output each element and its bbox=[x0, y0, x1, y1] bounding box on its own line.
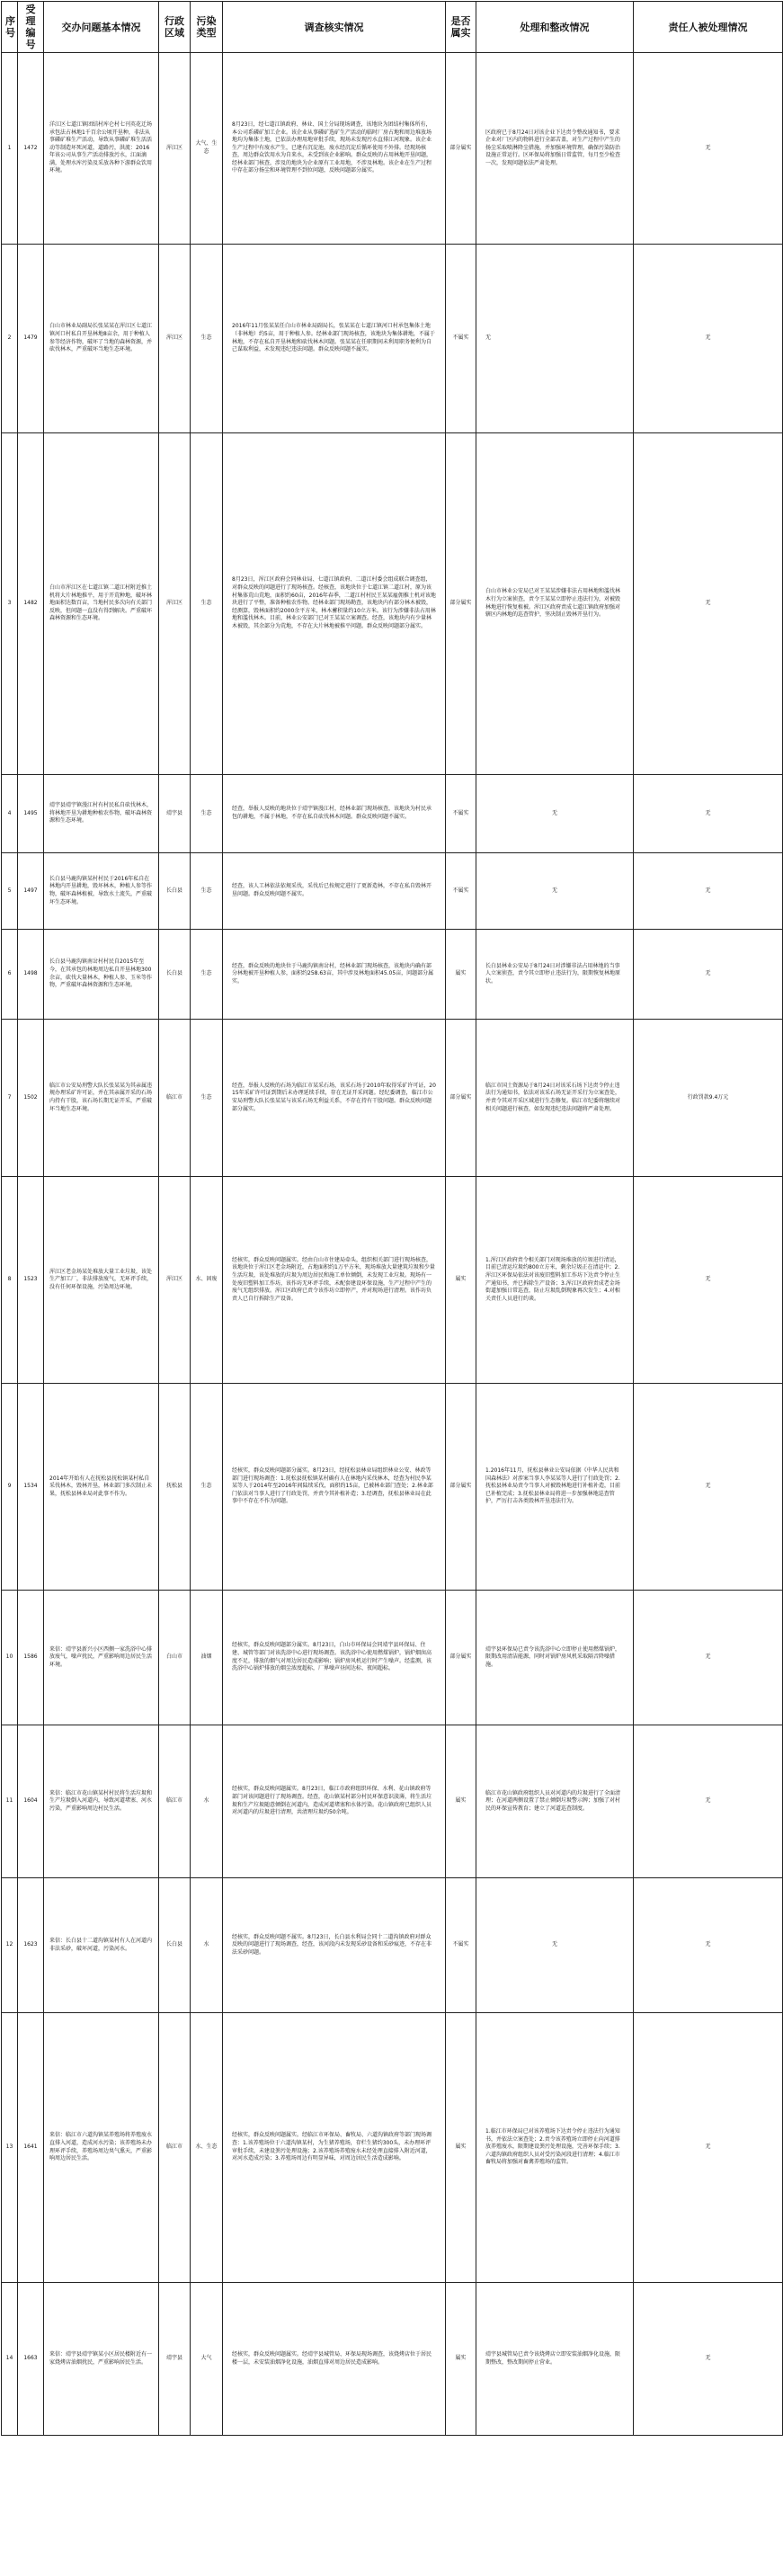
cell-findings: 经核实，群众反映问题不属实。8月23日，长白县水利局会同十二道沟镇政府对群众反映的问题进行了现场调查，经查，该河段内未发现采砂设备和采砂痕迹，不存在非法采砂问题。 bbox=[223, 1878, 446, 2013]
cell-receipt-no: 1479 bbox=[18, 245, 44, 433]
cell-findings: 2016年11月张某某任白山市林业局副局长，张某某在七道江镇河口村承包集体土地（非林地）约5亩，用于种植人参。经林业部门现场核查，该地块为集体耕地，不属于林地，不存在私自开垦林地和砍伐林木问题。张某某在任职期间未利用职务便利为自己谋取利益，未发现违纪违法问题。群众反映问题不属实。 bbox=[223, 245, 446, 433]
cell-summary: 来信：靖宇县新兴小区西侧一家洗浴中心排放废气，噪声扰民，严重影响周边居民生活环境。 bbox=[44, 1591, 159, 1725]
cell-region: 长白县 bbox=[159, 853, 191, 930]
cell-handling: 无 bbox=[476, 775, 634, 853]
header-row bbox=[2, 2, 783, 53]
cell-receipt-no: 1497 bbox=[18, 853, 44, 930]
cell-region: 临江市 bbox=[159, 1725, 191, 1878]
cell-pollution-type: 大气、生态 bbox=[191, 53, 223, 245]
table-row bbox=[2, 245, 783, 433]
cell-region: 白山市 bbox=[159, 1591, 191, 1725]
cell-findings: 经查，举报人反映的地块位于靖宇镇漫江村，经林业部门现场核查，该地块为村民承包的耕地，不属于林地，不存在私自砍伐林木问题。群众反映问题不属实。 bbox=[223, 775, 446, 853]
header-handling: 处理和整改情况 bbox=[476, 2, 634, 53]
cell-is-true: 属实 bbox=[446, 2013, 476, 2283]
cell-region: 靖宇县 bbox=[159, 775, 191, 853]
cell-accountability: 无 bbox=[634, 433, 783, 775]
cell-is-true: 不属实 bbox=[446, 1878, 476, 2013]
cell-handling: 靖宇县城管局已责令该烧烤店立即安装油烟净化设施，限期整改，整改期间停止营业。 bbox=[476, 2283, 634, 2436]
cell-accountability: 无 bbox=[634, 1591, 783, 1725]
header-pollution-type: 污染类型 bbox=[191, 2, 223, 53]
table-row bbox=[2, 1725, 783, 1878]
cell-summary: 临江市公安局刑警大队长张某某为其亲属违规办理采矿许可证，并在其亲属开采的石场内持有干股，该石场长期无证开采，严重破坏当地生态环境。 bbox=[44, 1020, 159, 1177]
cell-handling: 1.临江市环保局已对该养殖场下达责令停止违法行为通知书，并依法立案查处；2.责令该养殖场立即停止向河道排放养殖废水，限期建设粪污处理设施，完善环保手续；3.六道沟镇政府组织人员对受污染河段进行清理；4.临江市畜牧局将加强对畜禽养殖场的监管。 bbox=[476, 2013, 634, 2283]
cell-region: 临江市 bbox=[159, 2013, 191, 2283]
cell-handling: 长白县林业公安局于8月24日对涉嫌非法占用林地的当事人立案侦查，责令其立即停止违法行为，限期恢复林地原状。 bbox=[476, 930, 634, 1020]
cell-summary: 来信：靖宇县靖宇镇某小区居民楼附近有一家烧烤店油烟扰民，严重影响居民生活。 bbox=[44, 2283, 159, 2436]
cell-is-true: 部分属实 bbox=[446, 1384, 476, 1591]
cell-seq: 8 bbox=[2, 1177, 18, 1384]
cell-pollution-type: 生态 bbox=[191, 433, 223, 775]
complaint-handling-table bbox=[1, 1, 783, 2436]
cell-findings: 经核实，群众反映问题属实。经临江市环保局、畜牧局、六道沟镇政府等部门现场调查：1.该养殖场位于六道沟镇某村，为生猪养殖场，存栏生猪约300头，未办理环评审批手续，未建设粪污处理设施；2.该养殖场养殖废水未经处理直接排入附近河道，对河水造成污染；3.养殖场周边有明显异味，对周边居民生活造成影响。 bbox=[223, 2013, 446, 2283]
cell-is-true: 部分属实 bbox=[446, 1020, 476, 1177]
table-row bbox=[2, 2283, 783, 2436]
header-basic-situation: 交办问题基本情况 bbox=[44, 2, 159, 53]
cell-receipt-no: 1498 bbox=[18, 930, 44, 1020]
cell-pollution-type: 生态 bbox=[191, 853, 223, 930]
cell-handling: 白山市林业公安局已对王某某涉嫌非法占用林地和滥伐林木行为立案侦查，责令王某某立即停止违法行为，对被毁林地进行恢复植被。浑江区政府责成七道江镇政府加强对辖区内林地的巡查管护，坚决制止毁林开垦行为。 bbox=[476, 433, 634, 775]
cell-summary: 洋江区七道江镇团结村库仑村七刊英花迁场承包法占林地1千百余公顷开垦种，非法从事磷矿堆生产活动，导致从事磷矿堆生活活动等制造坏死河道，道路污，洪流：2016年该公司从事生产活动排放污水，江面滴满，处理水库污染及采放各种下游群众饮用环境。 bbox=[44, 53, 159, 245]
table-row bbox=[2, 853, 783, 930]
cell-receipt-no: 1641 bbox=[18, 2013, 44, 2283]
table-row bbox=[2, 2013, 783, 2283]
cell-pollution-type: 生态 bbox=[191, 245, 223, 433]
header-seq: 序号 bbox=[2, 2, 18, 53]
table-row bbox=[2, 930, 783, 1020]
cell-accountability: 无 bbox=[634, 53, 783, 245]
cell-seq: 4 bbox=[2, 775, 18, 853]
cell-region: 抚松县 bbox=[159, 1384, 191, 1591]
cell-accountability: 无 bbox=[634, 775, 783, 853]
cell-receipt-no: 1534 bbox=[18, 1384, 44, 1591]
cell-findings: 经查，该人工林依法依规采伐，采伐后已按规定进行了更新造林，不存在私自毁林开垦问题。群众反映问题不属实。 bbox=[223, 853, 446, 930]
table-row bbox=[2, 1177, 783, 1384]
cell-seq: 5 bbox=[2, 853, 18, 930]
cell-findings: 经查，举报人反映的石场为临江市某采石场，该采石场于2010年取得采矿许可证，2015年采矿许可证到期后未办理延续手续，存在无证开采问题。经纪委调查，临江市公安局刑警大队长张某某与该采石场无利益关系，不存在持有干股问题。群众反映问题部分属实。 bbox=[223, 1020, 446, 1177]
cell-seq: 10 bbox=[2, 1591, 18, 1725]
cell-summary: 靖宇县靖宇镇漫江村有村民私自砍伐林木，将林地开垦为耕地种植农作物，破坏森林资源和生态环境。 bbox=[44, 775, 159, 853]
table-body bbox=[2, 53, 783, 2436]
cell-findings: 经核实，群众反映问题部分属实。8月23日，白山市环保局会同靖宇县环保局、住建、城管等部门对该洗浴中心进行现场调查。该洗浴中心使用燃煤锅炉，锅炉烟囱高度不足，排放的烟气对周边居民造成影响；锅炉房风机运行时产生噪声。经监测，该洗浴中心锅炉排放的烟尘浓度超标，厂界噪声昼间达标、夜间超标。 bbox=[223, 1591, 446, 1725]
cell-accountability: 无 bbox=[634, 930, 783, 1020]
cell-handling: 1.2016年11月，抚松县林业公安局依据《中华人民共和国森林法》对涉案当事人李某某等人进行了行政处罚；2.抚松县林业局责令当事人对被毁林地进行补植补造，目前已补植完成；3.抚松县林业局将进一步加强林地巡查管护，严厉打击各类毁林开垦违法行为。 bbox=[476, 1384, 634, 1591]
cell-region: 靖宇县 bbox=[159, 2283, 191, 2436]
cell-region: 浑江区 bbox=[159, 53, 191, 245]
table-row bbox=[2, 53, 783, 245]
cell-findings: 8月23日，浑江区政府会同林业局、七道江镇政府、二道江村委会组成联合调查组，对群众反映的问题进行了现场核查。经核查，该地块位于七道江镇二道江村，原为该村集体荒山荒地，面积约60亩，2016年春季，二道江村村民王某某雇佣推土机对该地块进行了平整，准备种植农作物。经林业部门现场勘查，该地块内有部分林木被毁，经测算，毁林面积约2000余平方米，林木蓄积量约10立方米。该行为涉嫌非法占用林地和滥伐林木。目前，林业公安部门已对王某某立案调查。经查，该地块内有少量林木被毁，其余部分为荒地，不存在大片林地被推平问题。群众反映问题部分属实。 bbox=[223, 433, 446, 775]
cell-is-true: 不属实 bbox=[446, 853, 476, 930]
cell-seq: 9 bbox=[2, 1384, 18, 1591]
cell-seq: 13 bbox=[2, 2013, 18, 2283]
table-row bbox=[2, 433, 783, 775]
cell-summary: 白山市浑江区在七道江镇二道江村附近推土机将大片林地推平，用于开荒种地，破坏林地面积达数百亩，当地村民多次向有关部门反映，但问题一直没有得到解决。严重破坏森林资源和生态环境。 bbox=[44, 433, 159, 775]
cell-summary: 来信：临江市六道沟镇某养殖场将养殖废水直排入河道，造成河水污染；该养殖场未办理环评手续，养殖场周边臭气熏天，严重影响周边居民生活。 bbox=[44, 2013, 159, 2283]
cell-region: 长白县 bbox=[159, 930, 191, 1020]
cell-is-true: 部分属实 bbox=[446, 1591, 476, 1725]
table-row bbox=[2, 775, 783, 853]
cell-summary: 白山市林业局副局长张某某在浑江区七道江镇河口村私自开垦林地8亩余，用于种植人参等经济作物，破坏了当地的森林资源，并砍伐林木，严重破坏当地生态环境。 bbox=[44, 245, 159, 433]
cell-receipt-no: 1523 bbox=[18, 1177, 44, 1384]
cell-pollution-type: 生态 bbox=[191, 775, 223, 853]
cell-is-true: 部分属实 bbox=[446, 433, 476, 775]
cell-is-true: 属实 bbox=[446, 1725, 476, 1878]
cell-summary: 来信：长白县十二道沟镇某村有人在河道内非法采砂，破坏河道，污染河水。 bbox=[44, 1878, 159, 2013]
cell-handling: 无 bbox=[476, 245, 634, 433]
cell-pollution-type: 大气 bbox=[191, 2283, 223, 2436]
cell-seq: 11 bbox=[2, 1725, 18, 1878]
cell-accountability: 无 bbox=[634, 853, 783, 930]
cell-receipt-no: 1482 bbox=[18, 433, 44, 775]
cell-pollution-type: 生态 bbox=[191, 930, 223, 1020]
cell-is-true: 属实 bbox=[446, 2283, 476, 2436]
cell-receipt-no: 1663 bbox=[18, 2283, 44, 2436]
cell-region: 浑江区 bbox=[159, 1177, 191, 1384]
cell-is-true: 不属实 bbox=[446, 245, 476, 433]
table-row bbox=[2, 1384, 783, 1591]
cell-accountability: 无 bbox=[634, 2283, 783, 2436]
cell-seq: 6 bbox=[2, 930, 18, 1020]
cell-seq: 7 bbox=[2, 1020, 18, 1177]
cell-findings: 经核实，群众反映问题属实。8月23日，临江市政府组织环保、水利、花山镇政府等部门对该问题进行了现场调查。经查，花山镇某村部分村民环保意识淡薄，将生活垃圾和生产垃圾随意倾倒在河道内，造成河道堵塞和水体污染。花山镇政府已组织人员对河道内的垃圾进行清理，共清理垃圾约50余吨。 bbox=[223, 1725, 446, 1878]
header-accountability: 责任人被处理情况 bbox=[634, 2, 783, 53]
cell-findings: 8月23日，经七道江镇政府、林业、国土分局现场调查，该地块为团结村集体所有，本公司系磷矿加工企业。该企业从事磷矿选矿生产活动的临时厂房占地和周边堆放场地均为集体土地，已依法办理用地审批手续，现场未发现污水直排江河现象。该企业生产过程中有废水产生，已建有沉淀池，废水经沉淀后循环使用不外排。经现场核查，周边群众饮用水为自来水，未受到该企业影响。群众反映的占用林地开垦问题，经林业部门核查，涉及的地块为企业原有工业用地，不涉及林地。该企业在生产过程中存在部分扬尘和环境管理不到位问题，反映问题部分属实。 bbox=[223, 53, 446, 245]
table-header bbox=[2, 2, 783, 53]
cell-handling: 无 bbox=[476, 853, 634, 930]
cell-receipt-no: 1502 bbox=[18, 1020, 44, 1177]
cell-summary: 2014年开始有人在抚松县抚松镇某村私自采伐林木，毁林开垦，林业部门多次制止未果，抚松县林业局对此事不作为。 bbox=[44, 1384, 159, 1591]
cell-is-true: 不属实 bbox=[446, 775, 476, 853]
cell-handling: 无 bbox=[476, 1878, 634, 2013]
cell-pollution-type: 水 bbox=[191, 1878, 223, 2013]
cell-handling: 1.浑江区政府责令相关部门对现场堆放的垃圾进行清运，目前已清运垃圾约800立方米，剩余垃圾正在清运中；2.浑江区环保局依法对该废旧塑料加工作坊下达责令停止生产通知书，并已拆除生产设备；3.浑江区政府责成老金场街道加强日常巡查，防止垃圾乱倒现象再次发生；4.对相关责任人员进行约谈。 bbox=[476, 1177, 634, 1384]
header-region: 行政区域 bbox=[159, 2, 191, 53]
cell-accountability: 无 bbox=[634, 1725, 783, 1878]
cell-pollution-type: 生态 bbox=[191, 1384, 223, 1591]
table-row bbox=[2, 1020, 783, 1177]
cell-region: 长白县 bbox=[159, 1878, 191, 2013]
cell-accountability: 无 bbox=[634, 2013, 783, 2283]
cell-pollution-type: 油烟 bbox=[191, 1591, 223, 1725]
cell-handling: 区政府已于8月24日对该企业下达责令整改通知书，要求企业对厂区内的物料进行全部苫盖，对生产过程中产生的扬尘采取喷淋降尘措施，并加强环境管理，确保污染防治设施正常运行。区环保局将加强日常监管，每月至少检查一次，发现问题依法严肃处理。 bbox=[476, 53, 634, 245]
cell-summary: 来信：临江市花山镇某村村民将生活垃圾和生产垃圾倒入河道内，导致河道堵塞、河水污染，严重影响周边村民生活。 bbox=[44, 1725, 159, 1878]
cell-receipt-no: 1623 bbox=[18, 1878, 44, 2013]
cell-accountability: 行政罚款9.4万元 bbox=[634, 1020, 783, 1177]
cell-seq: 12 bbox=[2, 1878, 18, 2013]
cell-seq: 14 bbox=[2, 2283, 18, 2436]
cell-seq: 1 bbox=[2, 53, 18, 245]
header-is-true: 是否属实 bbox=[446, 2, 476, 53]
cell-seq: 2 bbox=[2, 245, 18, 433]
cell-region: 浑江区 bbox=[159, 433, 191, 775]
cell-pollution-type: 水 bbox=[191, 1725, 223, 1878]
table-row bbox=[2, 1591, 783, 1725]
cell-is-true: 属实 bbox=[446, 930, 476, 1020]
cell-accountability: 无 bbox=[634, 1384, 783, 1591]
cell-summary: 浑江区老金场某处堆放大量工业垃圾，该处生产加工厂，非法排放废气，无环评手续，没有任何环保设施，污染周边环境。 bbox=[44, 1177, 159, 1384]
cell-receipt-no: 1586 bbox=[18, 1591, 44, 1725]
cell-pollution-type: 水、固废 bbox=[191, 1177, 223, 1384]
cell-findings: 经核实，群众反映问题属实。经由白山市住建局牵头，组织相关部门进行现场核查，该地块位于浑江区老金场附近，占地面积约1万平方米，现场堆放大量建筑垃圾和少量生活垃圾，该处堆放的垃圾为周边居民和施工单位倾倒，未发现工业垃圾。现场有一处废旧塑料加工作坊，该作坊无环评手续，未配套建设环保设施，生产过程中产生的废气无组织排放。浑江区政府已责令该作坊立即停产，并对现场进行清理。该作坊负责人已自行拆除生产设备。 bbox=[223, 1177, 446, 1384]
cell-handling: 临江市国土资源局于8月24日对该采石场下达责令停止违法行为通知书，依法对该采石场无证开采行为立案查处，并责令其对开采区域进行生态修复。临江市纪委将继续对相关问题进行核查，如发现违纪违法问题将严肃处理。 bbox=[476, 1020, 634, 1177]
cell-receipt-no: 1604 bbox=[18, 1725, 44, 1878]
cell-findings: 经核实，群众反映问题属实。经靖宇县城管局、环保局现场调查，该烧烤店位于居民楼一层，未安装油烟净化设施，油烟直排对周边居民造成影响。 bbox=[223, 2283, 446, 2436]
cell-accountability: 无 bbox=[634, 245, 783, 433]
cell-handling: 靖宇县环保局已责令该洗浴中心立即停止使用燃煤锅炉，限期改用清洁能源，同时对锅炉房风机采取隔音降噪措施。 bbox=[476, 1591, 634, 1725]
table-row bbox=[2, 1878, 783, 2013]
cell-findings: 经查，群众反映的地块位于马鹿沟镇南岔村，经林业部门现场核查，该地块内确有部分林地被开垦种植人参，面积约258.63亩，其中涉及林地面积45.05亩，问题部分属实。 bbox=[223, 930, 446, 1020]
cell-accountability: 无 bbox=[634, 1878, 783, 2013]
cell-region: 临江市 bbox=[159, 1020, 191, 1177]
cell-is-true: 部分属实 bbox=[446, 53, 476, 245]
header-investigation: 调查核实情况 bbox=[223, 2, 446, 53]
cell-seq: 3 bbox=[2, 433, 18, 775]
header-receipt-no: 受理编号 bbox=[18, 2, 44, 53]
cell-pollution-type: 水、生态 bbox=[191, 2013, 223, 2283]
cell-region: 浑江区 bbox=[159, 245, 191, 433]
cell-summary: 长白县马鹿沟镇南岔村村民自2015年至今，在其承包的林地周边私自开垦林地300余亩，砍伐大量林木，种植人参、玉米等作物，严重破坏森林资源和生态环境。 bbox=[44, 930, 159, 1020]
cell-receipt-no: 1495 bbox=[18, 775, 44, 853]
cell-findings: 经核实，群众反映问题部分属实。8月23日，经抚松县林业局组织林业公安、林政等部门进行现场调查：1.抚松县抚松镇某村确有人在林地内采伐林木，经查为村民李某某等人于2014年至2016年间陆续采伐，面积约15亩，已被林业部门查处；2.林业部门依法对当事人进行了行政处罚，并责令其补植补造；3.经调查，抚松县林业局在此事中不存在不作为问题。 bbox=[223, 1384, 446, 1591]
cell-accountability: 无 bbox=[634, 1177, 783, 1384]
cell-summary: 长白县马鹿沟镇某村村民于2016年私自在林地内开垦耕地，毁坏林木，种植人参等作物，破坏森林植被，导致水土流失，严重破坏生态环境。 bbox=[44, 853, 159, 930]
cell-is-true: 属实 bbox=[446, 1177, 476, 1384]
cell-pollution-type: 生态 bbox=[191, 1020, 223, 1177]
cell-receipt-no: 1472 bbox=[18, 53, 44, 245]
cell-handling: 临江市花山镇政府组织人员对河道内的垃圾进行了全面清理；在河道两侧设置了禁止倾倒垃圾警示牌；加强了对村民的环保宣传教育；建立了河道巡查制度。 bbox=[476, 1725, 634, 1878]
